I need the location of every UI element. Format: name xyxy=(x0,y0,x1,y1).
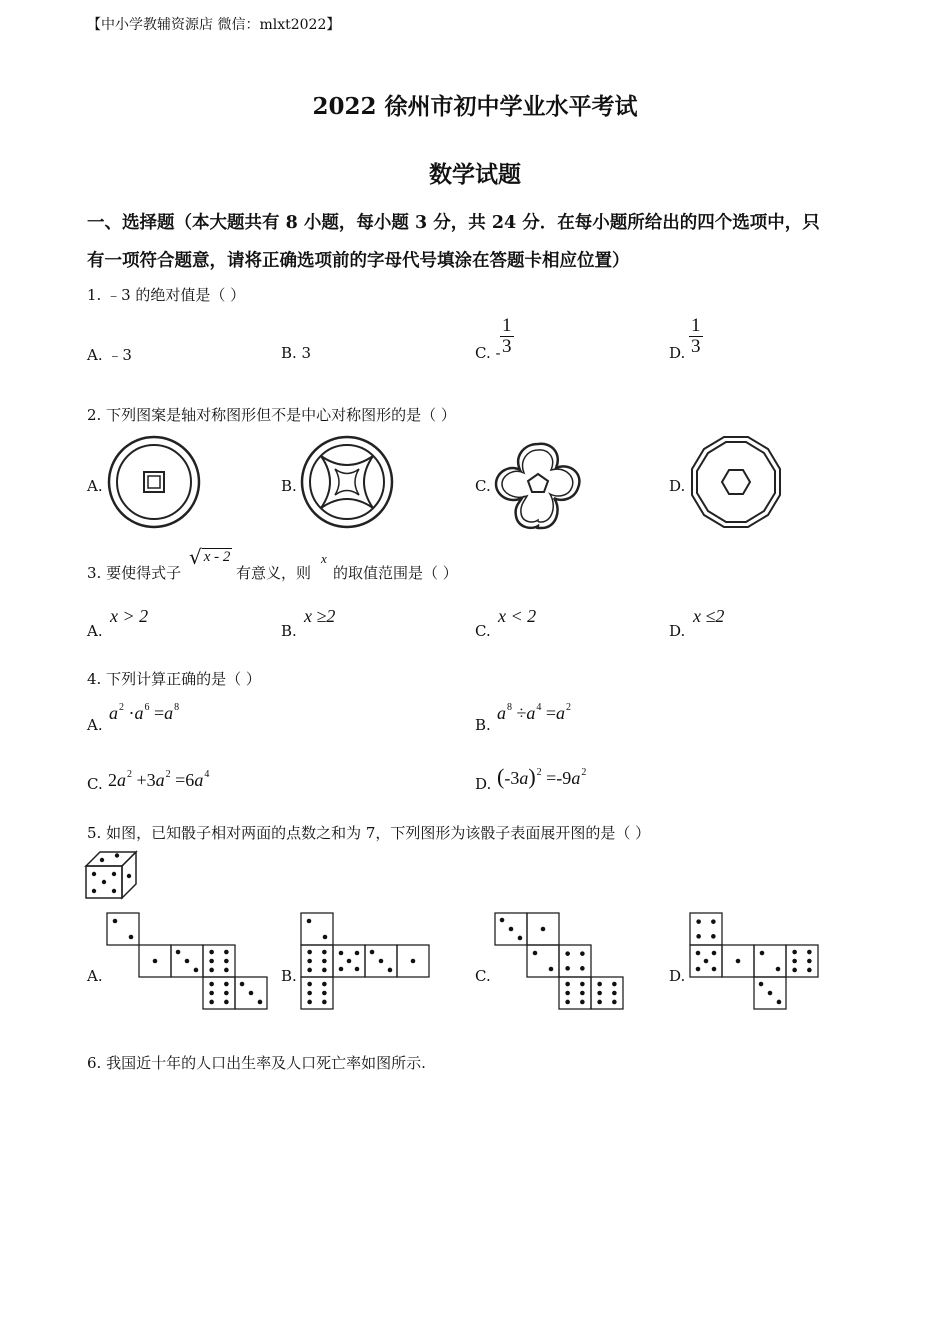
dice-face-1 xyxy=(139,945,171,977)
dice-face-6 xyxy=(203,977,235,1009)
header-text: 【中小学教辅资源店 微信：mlxt2022】 xyxy=(87,17,341,33)
q2-figure-a-coin-square xyxy=(107,436,201,530)
question-6-stem: 6. 我国近十年的人口出生率及人口死亡率如图所示. xyxy=(87,1054,426,1072)
q4-expr-b: $a^8 \div a^4 =a^2$ xyxy=(497,702,572,723)
dice-face-3 xyxy=(365,945,397,977)
q2-label-d: D. xyxy=(669,477,686,495)
question-5-stem: 5. 如图，已知骰子相对两面的点数之和为 7，下列图形为该骰子表面展开图的是（ ） xyxy=(87,824,651,842)
dice-face-4 xyxy=(690,913,722,945)
q5-label-b: B. xyxy=(281,967,297,985)
dice-face-2 xyxy=(107,913,139,945)
dice-face-2 xyxy=(754,945,786,977)
dice-face-3 xyxy=(235,977,267,1009)
dice-face-3 xyxy=(495,913,527,945)
q2-label-b: B. xyxy=(281,477,297,495)
q4-expr-c: $2a^2 +3a^2 =6a^4$ xyxy=(108,769,210,790)
q2-label-a: A. xyxy=(87,477,103,495)
question-2-stem: 2. 下列图案是轴对称图形但不是中心对称图形的是（ ） xyxy=(87,406,456,424)
q3-expr-b: x ≥2 xyxy=(304,606,336,626)
dice-face-4 xyxy=(559,945,591,977)
q3-expr-d: x ≤2 xyxy=(693,606,725,626)
q1-option-a: A. ﹣3 xyxy=(87,346,132,364)
dice-face-1 xyxy=(722,945,754,977)
q3-label-a: A. xyxy=(87,622,103,640)
q5-net-d xyxy=(689,912,823,1014)
q3-expr-a: x > 2 xyxy=(110,606,149,626)
question-3-stem-post: 的取值范围是（ ） xyxy=(333,564,458,582)
q5-label-a: A. xyxy=(87,967,103,985)
dice-face-6 xyxy=(203,945,235,977)
q5-dice-figure xyxy=(86,852,138,900)
section-heading-line1: 一、选择题（本大题共有 8 小题，每小题 3 分，共 24 分．在每小题所给出的四个选项中，只 xyxy=(87,213,820,233)
dice-face-6 xyxy=(786,945,818,977)
q2-figure-b-coin-star xyxy=(300,436,394,530)
q4-expr-a: $a^2 \cdot a^6 =a^8$ xyxy=(109,702,180,723)
dice-face-6 xyxy=(301,977,333,1009)
q5-net-a xyxy=(106,912,240,1014)
q3-sqrt-expression: √ x - 2 xyxy=(189,545,231,569)
q1-option-c-label: C. - xyxy=(475,344,501,362)
dice-face-1 xyxy=(527,913,559,945)
q1-option-d-fraction: $\frac{1}{3}$ xyxy=(691,315,701,357)
question-3-stem-pre: 3. 要使得式子 xyxy=(87,564,182,582)
dice-face-5 xyxy=(333,945,365,977)
dice-face-3 xyxy=(754,977,786,1009)
page-title: 2022 徐州市初中学业水平考试 xyxy=(312,93,638,120)
q3-label-b: B. xyxy=(281,622,297,640)
question-3-stem-mid: 有意义，则 xyxy=(236,564,312,582)
q4-label-b: B. xyxy=(475,716,491,734)
dice-face-6 xyxy=(301,945,333,977)
question-4-stem: 4. 下列计算正确的是（ ） xyxy=(87,670,261,688)
page-subtitle: 数学试题 xyxy=(429,161,521,188)
q3-expr-c: x < 2 xyxy=(498,606,537,626)
q2-figure-c-plum-flower xyxy=(492,440,584,532)
dice-face-3 xyxy=(171,945,203,977)
q1-option-d-label: D. xyxy=(669,344,686,362)
q3-label-d: D. xyxy=(669,622,686,640)
q4-expr-d: $(-3a)^2 =-9a^2$ xyxy=(497,764,587,789)
dice-face-2 xyxy=(527,945,559,977)
q4-label-a: A. xyxy=(87,716,103,734)
question-1-stem: 1. ﹣3 的绝对值是（ ） xyxy=(87,286,246,304)
q2-label-c: C. xyxy=(475,477,491,495)
q4-label-c: C. xyxy=(87,775,103,793)
q4-label-d: D. xyxy=(475,775,492,793)
q1-option-b: B. 3 xyxy=(281,344,312,362)
dice-face-6 xyxy=(559,977,591,1009)
q1-option-c-fraction: $\frac{1}{3}$ xyxy=(502,315,512,357)
q3-variable-x: x xyxy=(321,551,327,566)
q2-figure-d-dodecagon xyxy=(689,436,783,530)
q5-net-c xyxy=(494,912,628,1014)
dice-face-2 xyxy=(301,913,333,945)
q5-net-b xyxy=(300,912,434,1014)
dice-face-5 xyxy=(690,945,722,977)
q5-label-d: D. xyxy=(669,967,686,985)
q3-label-c: C. xyxy=(475,622,491,640)
q5-label-c: C. xyxy=(475,967,491,985)
dice-face-1 xyxy=(397,945,429,977)
section-heading-line2: 有一项符合题意，请将正确选项前的字母代号填涂在答题卡相应位置） xyxy=(87,251,630,271)
dice-face-6 xyxy=(591,977,623,1009)
